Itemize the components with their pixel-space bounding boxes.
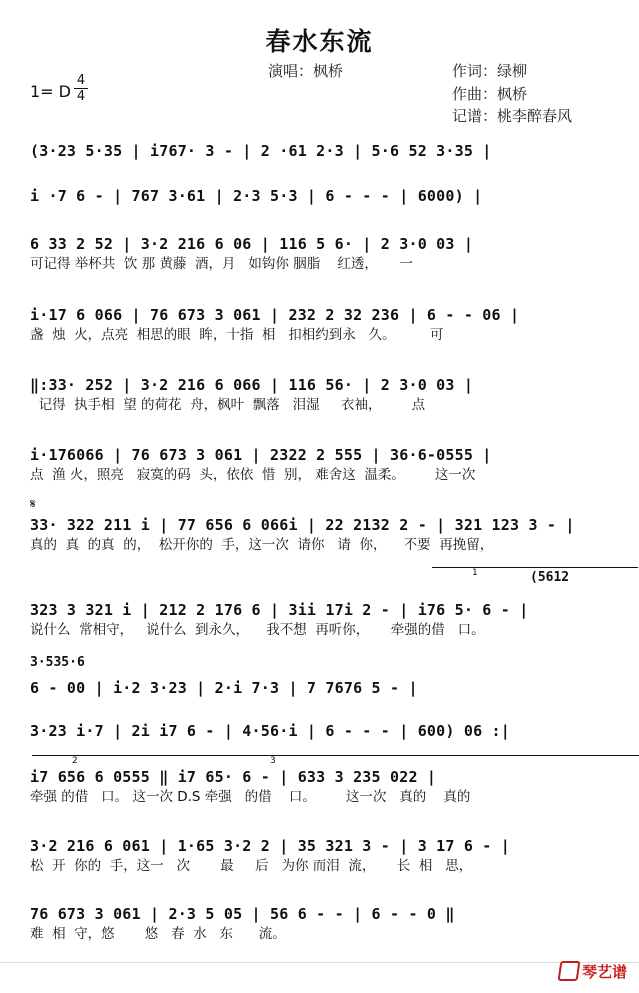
notation-line: (3·23 5·35 | i767· 3 - | 2 ·61 2·3 | 5·6 52 3·35 | xyxy=(30,142,492,160)
lyrics-line: 记得 执手相 望 的荷花 舟，枫叶 飘落 泪湿 衣袖， 点 xyxy=(30,397,426,413)
lyrics-line: 盏 烛 火，点亮 相思的眼 眸，十指 相 扣相约到永 久。 可 xyxy=(30,327,444,343)
score-row-13 xyxy=(30,903,610,943)
notation-line: 3·23 i·7 | 2i i7 6 - | 4·56·i | 6 - - - | 600) 06 :| xyxy=(30,722,510,740)
lyrics-line: 真的 真 的真 的， 松开你的 手，这一次 请你 请 你， 不要 再挽留， xyxy=(30,537,494,553)
segno-mark: 𝄋 xyxy=(30,497,36,512)
pickup-notes: (5612 xyxy=(530,570,570,585)
singer-credit: 演唱：枫桥 xyxy=(268,62,344,80)
score-row-10 xyxy=(30,720,610,742)
footer-divider xyxy=(0,962,639,963)
notation-line: ‖:33· 252 | 3·2 216 6 066 | 116 56· | 2 3·0 03 | xyxy=(30,376,474,394)
brand-logo-icon xyxy=(558,961,581,981)
song-title: 春水东流 xyxy=(265,27,374,56)
score-row-6 xyxy=(30,444,610,484)
ending-bracket-2: 2 xyxy=(32,755,262,764)
brand-name: 琴艺谱 xyxy=(581,963,627,981)
notation-line: 323 3 321 i | 212 2 176 6 | 3ii 17i 2 - | i76 5· 6 - | xyxy=(30,601,529,619)
lyrics-line: 松 开 你的 手，这一 次 最 后 为你 而泪 流， 长 相 思， xyxy=(30,858,473,874)
lyricist-credit: 作词：绿柳 xyxy=(452,62,528,80)
notation-line: 6 33 2 52 | 3·2 216 6 06 | 116 5 6· | 2 3·0 03 | xyxy=(30,235,474,253)
score-row-3 xyxy=(30,233,610,273)
ending-bracket-3: 3 xyxy=(230,755,639,764)
score-row-9 xyxy=(30,677,610,699)
score-row-7 xyxy=(30,514,610,554)
score-row-12 xyxy=(30,835,610,875)
lyrics-line: 可记得 举杯共 饮 那 黄藤 酒，月 如钩你 胭脂 红透， 一 xyxy=(30,256,413,272)
time-signature-top: 4 xyxy=(76,73,86,88)
key-signature: 1= D xyxy=(30,82,71,101)
lyrics-line: 难 相 守，悠 悠 春 水 东 流。 xyxy=(30,926,286,942)
brand-watermark xyxy=(559,961,627,982)
score-row-11 xyxy=(30,766,610,806)
score-row-4 xyxy=(30,304,610,344)
lyrics-line: 点 渔 火，照亮 寂寞的码 头，依依 惜 别， 难舍这 温柔。 这一次 xyxy=(30,467,476,483)
ending-bracket-1: 1 xyxy=(432,567,638,576)
score-row-1 xyxy=(30,140,610,162)
composer-credit: 作曲：枫桥 xyxy=(452,85,528,103)
lyrics-line: 牵强 的借 口。 这一次 D.S 牵强 的借 口。 这一次 真的 真的 xyxy=(30,789,471,805)
notation-line: i·17 6 066 | 76 673 3 061 | 232 2 32 236 | 6 - - 06 | xyxy=(30,306,520,324)
coda-notes: 3·535·6 xyxy=(30,655,85,670)
transcriber-credit: 记谱：桃李醉春风 xyxy=(452,107,573,125)
notation-line: i7 656 6 0555 ‖ i7 65· 6 - | 633 3 235 022 | xyxy=(30,768,437,786)
notation-line: i ·7 6 - | 767 3·61 | 2·3 5·3 | 6 - - - | 6000) | xyxy=(30,187,483,205)
notation-line: 3·2 216 6 061 | 1·65 3·2 2 | 35 321 3 - | 3 17 6 - | xyxy=(30,837,510,855)
notation-line: i·176066 | 76 673 3 061 | 2322 2 555 | 36·6-0555 | xyxy=(30,446,492,464)
time-signature-bottom: 4 xyxy=(76,89,86,104)
time-signature xyxy=(74,74,88,103)
notation-line: 6 - 00 | i·2 3·23 | 2·i 7·3 | 7 7676 5 - | xyxy=(30,679,418,697)
lyrics-line: 说什么 常相守， 说什么 到永久， 我不想 再听你， 牵强的借 口。 xyxy=(30,622,485,638)
score-row-2 xyxy=(30,185,610,207)
score-row-5 xyxy=(30,374,610,414)
notation-line: 76 673 3 061 | 2·3 5 05 | 56 6 - - | 6 - - 0 ‖ xyxy=(30,905,455,923)
score-row-8 xyxy=(30,599,610,639)
notation-line: 33· 322 211 i | 77 656 6 066i | 22 2132 2 - | 321 123 3 - | xyxy=(30,516,575,534)
